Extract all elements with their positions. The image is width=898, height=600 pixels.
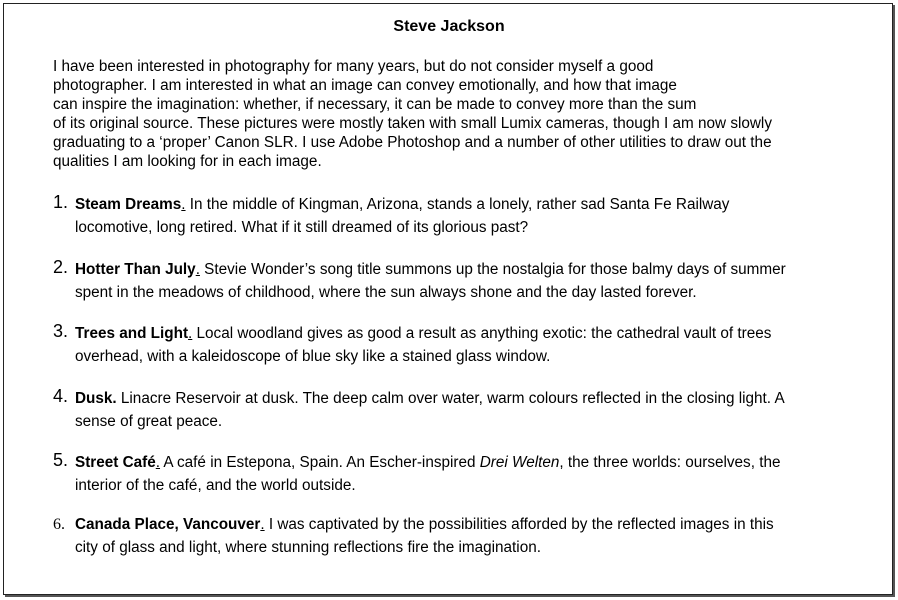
- item-heading-dot: .: [181, 196, 186, 213]
- intro-line: photographer. I am interested in what an image can convey emotionally, and how that image: [53, 77, 677, 94]
- page-title: Steve Jackson: [393, 18, 505, 35]
- item-text: In the middle of Kingman, Arizona, stands a lonely, rather sad Santa Fe Railway: [185, 196, 730, 213]
- intro-paragraph: [53, 57, 883, 171]
- item-text-emphasis: Drei Welten: [479, 454, 560, 471]
- item-text: Local woodland gives as good a result as anything exotic: the cathedral vault of trees: [192, 325, 772, 342]
- intro-line: I have been interested in photography for many years, but do not consider myself a good: [53, 58, 654, 75]
- item-number: 6.: [53, 516, 65, 533]
- item-heading: Dusk.: [75, 390, 117, 407]
- item-number: 1.: [53, 192, 69, 212]
- item-text: Linacre Reservoir at dusk. The deep calm over water, warm colours reflected in the closing light. A: [116, 390, 785, 407]
- intro-line: qualities I am looking for in each image.: [53, 153, 322, 170]
- item-text: locomotive, long retired. What if it still dreamed of its glorious past?: [75, 219, 529, 236]
- item-heading: Hotter Than July: [75, 261, 196, 278]
- item-heading: Steam Dreams: [75, 196, 182, 213]
- item-text: interior of the café, and the world outside.: [75, 477, 356, 494]
- item-number: 3.: [53, 321, 69, 341]
- item-heading-dot: .: [188, 325, 193, 342]
- item-text: I was captivated by the possibilities afforded by the reflected images in this: [264, 516, 774, 533]
- intro-line: of its original source. These pictures were mostly taken with small Lumix cameras, though I am now slowly: [53, 115, 772, 132]
- item-number: 4.: [53, 386, 69, 406]
- item-text: overhead, with a kaleidoscope of blue sky like a stained glass window.: [75, 348, 551, 365]
- item-heading-dot: .: [260, 516, 265, 533]
- item-heading: Trees and Light: [75, 325, 189, 342]
- item-text: sense of great peace.: [75, 413, 223, 430]
- item-text: A café in Estepona, Spain. An Escher-inspired: [160, 454, 480, 471]
- item-text: spent in the meadows of childhood, where the sun always shone and the day lasted forever.: [75, 284, 697, 301]
- item-text: Stevie Wonder’s song title summons up the nostalgia for those balmy days of summer: [199, 261, 786, 278]
- item-number: 2.: [53, 257, 69, 277]
- item-heading: Canada Place, Vancouver: [75, 516, 261, 533]
- item-text: city of glass and light, where stunning reflections fire the imagination.: [75, 539, 541, 556]
- item-heading-dot: .: [155, 454, 161, 471]
- intro-line: can inspire the imagination: whether, if necessary, it can be made to convey more than the sum: [53, 96, 697, 113]
- item-text: , the three worlds: ourselves, the: [559, 454, 781, 471]
- item-number: 5.: [53, 450, 69, 470]
- item-heading: Street Café: [75, 454, 156, 471]
- intro-line: graduating to a ‘proper’ Canon SLR. I use Adobe Photoshop and a number of other utilities to draw out the: [53, 134, 772, 151]
- item-heading-dot: .: [195, 261, 200, 278]
